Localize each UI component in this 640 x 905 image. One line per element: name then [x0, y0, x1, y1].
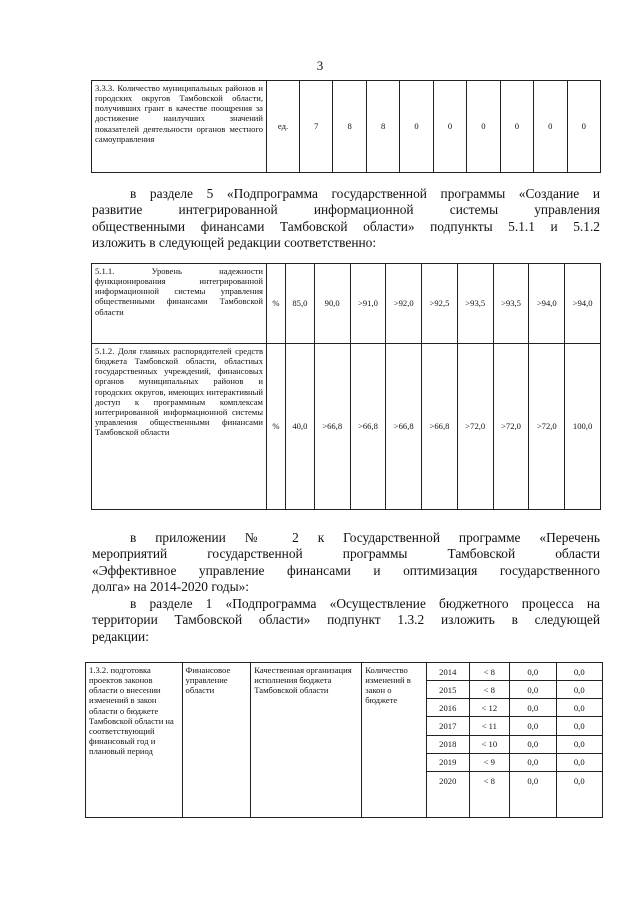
year-amount: 0,0	[510, 681, 556, 699]
indicator-label: 5.1.1. Уровень надежности функционирования интегрированной информационной системы управления общественными финансами Тамбовской области	[92, 264, 267, 344]
year-value: < 8	[469, 681, 510, 699]
indicator-value: 0	[500, 81, 533, 173]
year-cell: 2019	[426, 753, 469, 771]
year-amount: 0,0	[556, 663, 602, 681]
table-indicator-333	[91, 80, 601, 173]
year-cell: 2016	[426, 699, 469, 717]
table-row	[92, 81, 601, 173]
year-amount: 0,0	[510, 699, 556, 717]
indicator-value: 0	[400, 81, 433, 173]
text-line: территории Тамбовской области» подпункт 1.3.2 изложить в следующей	[92, 612, 600, 628]
year-amount: 0,0	[510, 772, 556, 818]
year-value: < 10	[469, 735, 510, 753]
text-line: мероприятий государственной программы Тамбовской области	[92, 546, 600, 562]
year-value: < 9	[469, 753, 510, 771]
indicator-label: 5.1.2. Доля главных распорядителей средств бюджета Тамбовской области, областных государственных учреждений, финансовых органов муниципальных районов и городских округов, имеющих интерактивный доступ к программным комплексам интегрированной информационной системы управления общественными финансами Тамбовской области	[92, 344, 267, 510]
year-cell: 2015	[426, 681, 469, 699]
indicator-value: 40,0	[286, 344, 315, 510]
indicator-value: >66,8	[386, 344, 422, 510]
year-amount: 0,0	[556, 735, 602, 753]
indicator-value: 90,0	[314, 264, 350, 344]
year-value: < 12	[469, 699, 510, 717]
indicator-value: >91,0	[350, 264, 386, 344]
paragraph-section1	[92, 596, 600, 645]
indicator-unit: ед.	[267, 81, 300, 173]
text-line: в приложении № 2 к Государственной программе «Перечень	[130, 530, 600, 545]
indicator-value: 7	[300, 81, 333, 173]
year-value: < 8	[469, 772, 510, 818]
text-line: в разделе 1 «Подпрограмма «Осуществление бюджетного процесса на	[130, 596, 600, 611]
text-line: «Эффективное управление финансами и оптимизация государственного	[92, 562, 600, 578]
year-amount: 0,0	[556, 681, 602, 699]
indicator-value: >92,0	[386, 264, 422, 344]
indicator-value: >66,8	[422, 344, 458, 510]
indicator-value: >93,5	[457, 264, 493, 344]
measure-indicator: Количество изменений в закон о бюджете	[362, 663, 427, 818]
indicator-value: >66,8	[350, 344, 386, 510]
text-line: долга» на 2014-2020 годы»:	[92, 579, 250, 595]
measure-executor: Финансовое управление области	[182, 663, 251, 818]
indicator-value: 0	[467, 81, 500, 173]
year-amount: 0,0	[556, 753, 602, 771]
text-line: в разделе 5 «Подпрограмма государственной программы «Создание и	[130, 186, 600, 201]
year-cell: 2020	[426, 772, 469, 818]
indicator-value: 0	[567, 81, 601, 173]
year-amount: 0,0	[510, 753, 556, 771]
page-number: 3	[316, 58, 324, 73]
indicator-value: 85,0	[286, 264, 315, 344]
indicator-unit: %	[267, 344, 286, 510]
indicator-value: >93,5	[493, 264, 529, 344]
indicator-unit: %	[267, 264, 286, 344]
indicator-value: 0	[534, 81, 567, 173]
indicator-value: >72,0	[457, 344, 493, 510]
text-line: общественными финансами Тамбовской области» подпункты 5.1.1 и 5.1.2	[92, 218, 600, 234]
table-row	[86, 663, 603, 681]
indicator-value: 100,0	[565, 344, 601, 510]
indicator-value: 8	[366, 81, 399, 173]
indicator-value: >66,8	[314, 344, 350, 510]
table-row	[92, 344, 601, 510]
measure-result: Качественная организация исполнения бюджета Тамбовской области	[251, 663, 362, 818]
year-cell: 2017	[426, 717, 469, 735]
indicator-value: >94,0	[529, 264, 565, 344]
year-value: < 11	[469, 717, 510, 735]
table-row	[92, 264, 601, 344]
year-amount: 0,0	[556, 772, 602, 818]
paragraph-appendix2	[92, 530, 600, 596]
indicator-value: >92,5	[422, 264, 458, 344]
paragraph-section5	[92, 186, 600, 252]
year-amount: 0,0	[556, 699, 602, 717]
indicator-value: 0	[433, 81, 466, 173]
year-value: < 8	[469, 663, 510, 681]
year-cell: 2014	[426, 663, 469, 681]
text-line: редакции:	[92, 628, 149, 644]
measure-label: 1.3.2. подготовка проектов законов области о внесении изменений в закон области о бюджете Тамбовской области на соответствующий финансовый год и плановый период	[86, 663, 183, 818]
text-line: развитие интегрированной информационной системы управления	[92, 202, 600, 218]
indicator-value: >72,0	[529, 344, 565, 510]
indicator-value: >72,0	[493, 344, 529, 510]
indicator-value: >94,0	[565, 264, 601, 344]
table-measure-132	[85, 662, 603, 818]
year-cell: 2018	[426, 735, 469, 753]
year-amount: 0,0	[510, 717, 556, 735]
year-amount: 0,0	[510, 663, 556, 681]
table-indicators-51	[91, 263, 601, 510]
text-line: изложить в следующей редакции соответственно:	[92, 235, 377, 251]
indicator-value: 8	[333, 81, 366, 173]
year-amount: 0,0	[510, 735, 556, 753]
indicator-label: 3.3.3. Количество муниципальных районов и городских округов Тамбовской области, получивших грант в качестве поощрения за достижение наилучших значений показателей деятельности органов местного самоуправления	[92, 81, 267, 173]
year-amount: 0,0	[556, 717, 602, 735]
